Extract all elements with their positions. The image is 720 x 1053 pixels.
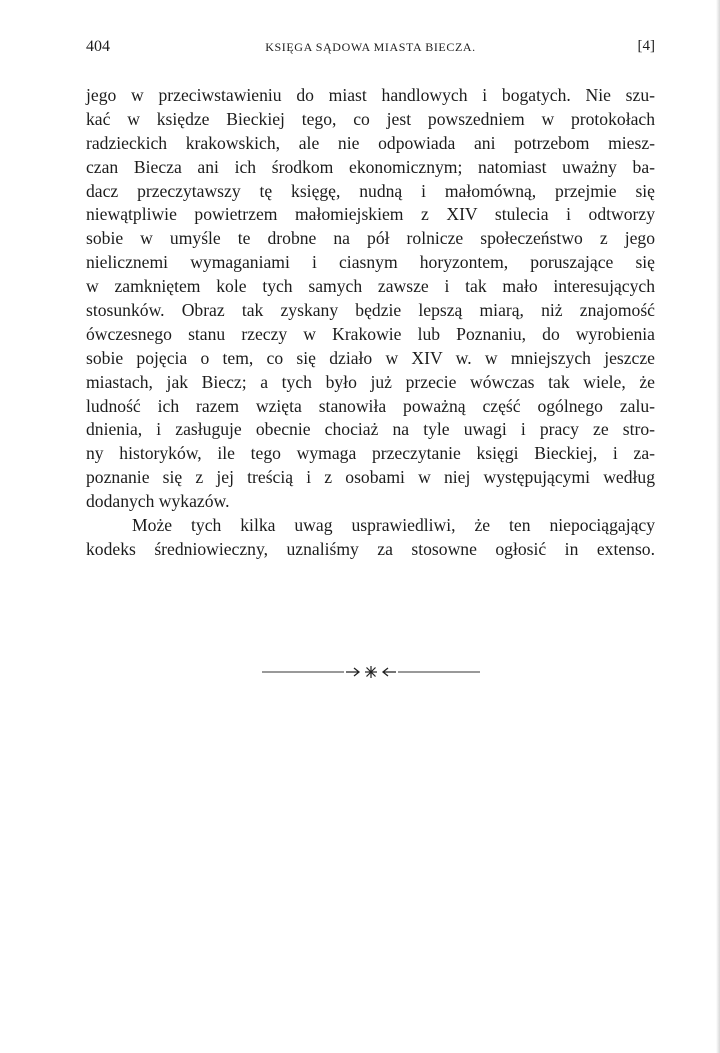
text-line: sobie w umyśle te drobne na pół rolnicze społeczeństwo z jego (86, 228, 655, 249)
body-text (86, 84, 655, 562)
text-line: nielicznemi wymaganiami i ciasnym horyzontem, poruszające się (86, 252, 655, 273)
text-line: kać w księdze Bieckiej tego, co jest powszedniem w protokołach (86, 108, 655, 129)
text-line: czan Biecza ani ich środkom ekonomicznym; natomiast uważny ba- (86, 156, 655, 177)
text-line: stosunków. Obraz tak zyskany będzie lepszą miarą, niż znajomość (86, 300, 655, 321)
text-line: kodeks średniowieczny, uznaliśmy za stosowne ogłosić in extenso. (86, 538, 655, 559)
text-line: w zamkniętem kole tych samych zawsze i tak mało interesujących (86, 276, 655, 297)
page-number: 404 (86, 38, 110, 55)
text-line: dodanych wykazów. (86, 491, 230, 512)
section-marker: [4] (637, 38, 655, 54)
page-edge-shadow (716, 0, 720, 1053)
paragraph-2 (86, 514, 655, 562)
text-line: Może tych kilka uwag usprawiedliwi, że ten niepociągający (132, 515, 655, 536)
section-end-ornament-icon (262, 664, 480, 680)
text-line: miastach, jak Biecz; a tych było już przecie wówczas tak wiele, że (86, 371, 655, 392)
text-line: ówczesnego stanu rzeczy w Krakowie lub Poznaniu, do wyrobienia (86, 323, 655, 344)
text-line: dacz przeczytawszy tę księgę, nudną i małomówną, przejmie się (86, 180, 655, 201)
text-line: sobie pojęcia o tem, co się działo w XIV w. w mniejszych jeszcze (86, 347, 655, 368)
text-line: radzieckich krakowskich, ale nie odpowiada ani potrzebom miesz- (86, 132, 655, 153)
text-line: poznanie się z jej treścią i z osobami w niej występującymi według (86, 467, 655, 488)
text-line: niewątpliwie powietrzem małomiejskiem z XIV stulecia i odtworzy (86, 204, 655, 225)
text-line: ny historyków, ile tego wymaga przeczytanie księgi Bieckiej, i za- (86, 443, 655, 464)
text-line: dnienia, i zasługuje obecnie chociaż na tyle uwagi i pracy ze stro- (86, 419, 655, 440)
page-header (86, 38, 655, 60)
text-line: ludność ich razem wzięta stanowiła poważną część ogólnego zalu- (86, 395, 655, 416)
text-line: jego w przeciwstawieniu do miast handlowych i bogatych. Nie szu- (86, 85, 655, 105)
paragraph-1 (86, 84, 655, 514)
running-title: KSIĘGA SĄDOWA MIASTA BIECZA. (265, 40, 476, 54)
